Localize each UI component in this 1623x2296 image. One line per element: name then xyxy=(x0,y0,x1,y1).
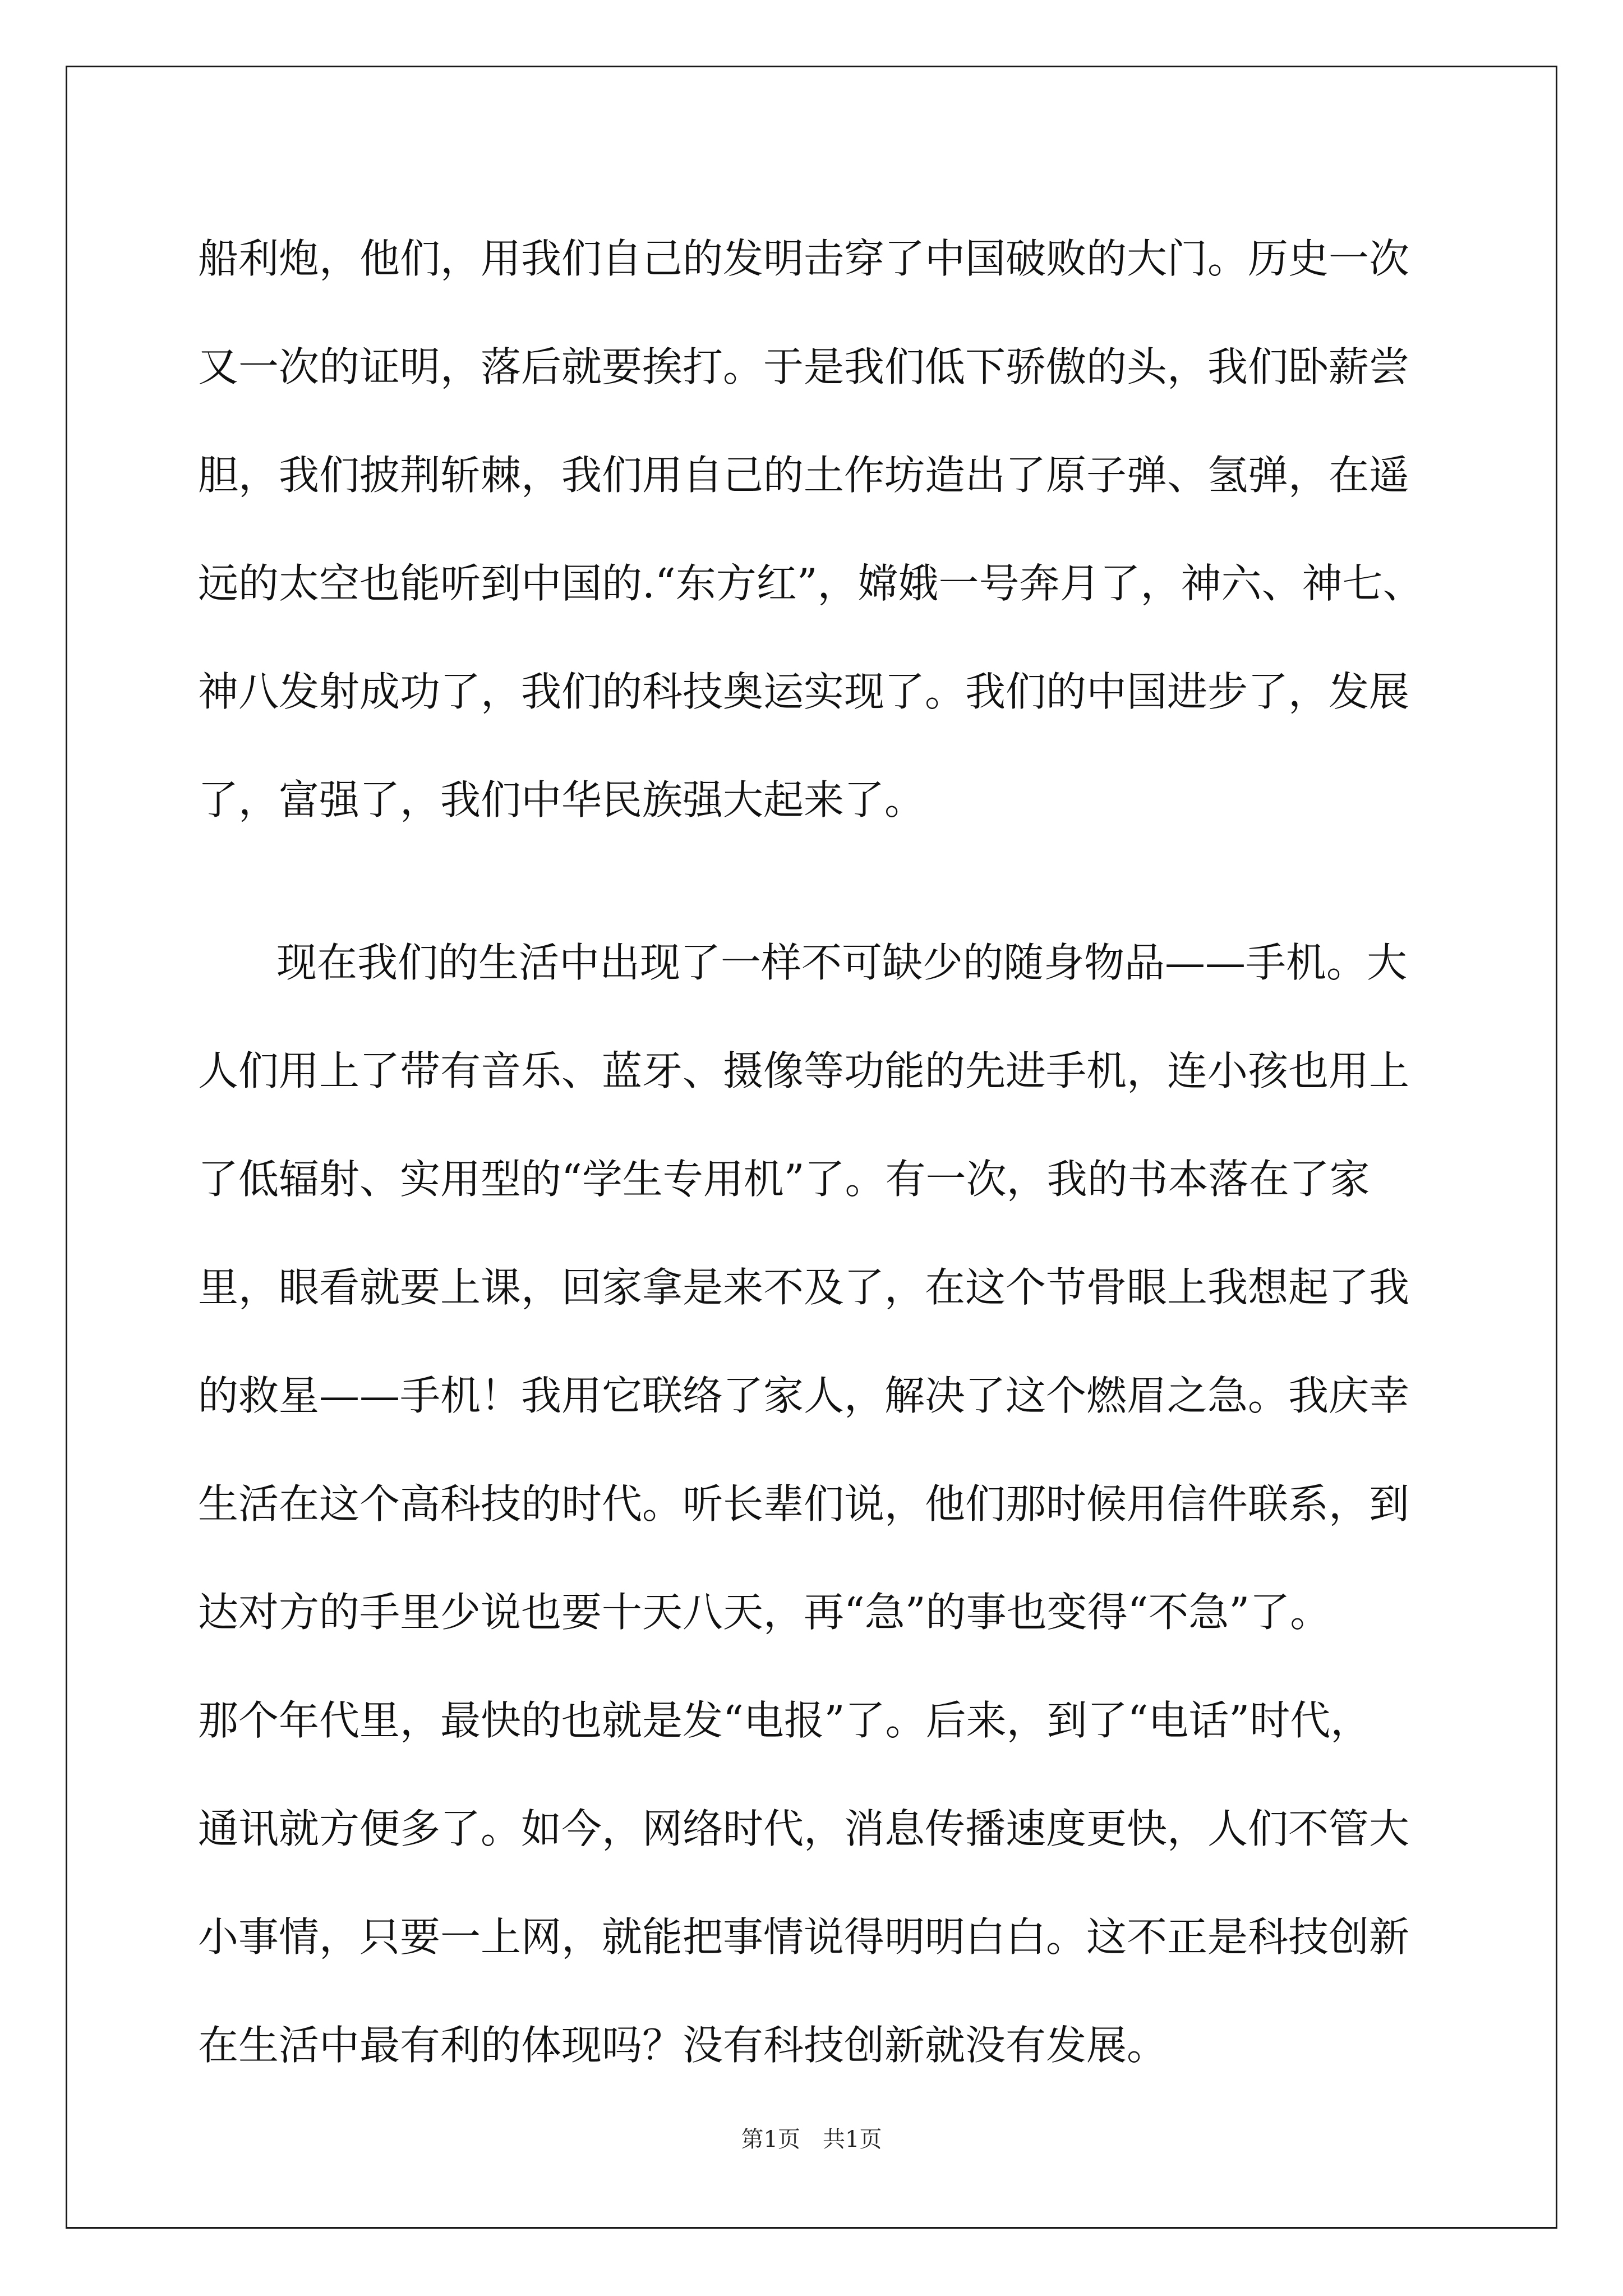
paragraph-2 xyxy=(198,909,1460,2100)
text-line: 人们用上了带有音乐、蓝牙、摄像等功能的先进手机，连小孩也用上 xyxy=(198,1047,1410,1094)
text-line: 生活在这个高科技的时代。听长辈们说，他们那时候用信件联系，到 xyxy=(198,1480,1410,1527)
text-line: 小事情，只要一上网，就能把事情说得明明白白。这不正是科技创新 xyxy=(198,1913,1410,1961)
text-line: 远的太空也能听到中国的.“东方红”，嫦娥一号奔月了，神六、神七、 xyxy=(198,560,1423,607)
text-line: 现在我们的生活中出现了一样不可缺少的随身物品——手机。大 xyxy=(276,939,1408,986)
text-line: 了低辐射、实用型的“学生专用机”了。有一次，我的书本落在了家 xyxy=(198,1156,1370,1203)
paragraph-gap xyxy=(198,854,1460,909)
text-line: 在生活中最有利的体现吗？没有科技创新就没有发展。 xyxy=(198,2022,1168,2069)
text-line: 通讯就方便多了。如今，网络时代，消息传播速度更快，人们不管大 xyxy=(198,1805,1410,1852)
page-footer: 第1页 共1页 xyxy=(741,2127,882,2152)
text-line: 达对方的手里少说也要十天八天，再“急”的事也变得“不急”了。 xyxy=(198,1589,1331,1636)
text-line: 胆，我们披荆斩棘，我们用自己的土作坊造出了原子弹、氢弹，在遥 xyxy=(198,452,1410,499)
text-line: 船利炮，他们，用我们自己的发明击穿了中国破败的大门。历史一次 xyxy=(198,235,1410,282)
paragraph-1 xyxy=(198,205,1460,854)
text-line: 的救星——手机！我用它联络了家人，解决了这个燃眉之急。我庆幸 xyxy=(198,1372,1410,1419)
text-line: 了，富强了，我们中华民族强大起来了。 xyxy=(198,776,925,823)
text-line: 那个年代里，最快的也就是发“电报”了。后来，到了“电话”时代， xyxy=(198,1697,1371,1744)
text-line: 又一次的证明，落后就要挨打。于是我们低下骄傲的头，我们卧薪尝 xyxy=(198,343,1410,390)
text-line: 神八发射成功了，我们的科技奥运实现了。我们的中国进步了，发展 xyxy=(198,668,1410,715)
text-line: 里，眼看就要上课，回家拿是来不及了，在这个节骨眼上我想起了我 xyxy=(198,1264,1410,1311)
document-body xyxy=(198,205,1460,2100)
